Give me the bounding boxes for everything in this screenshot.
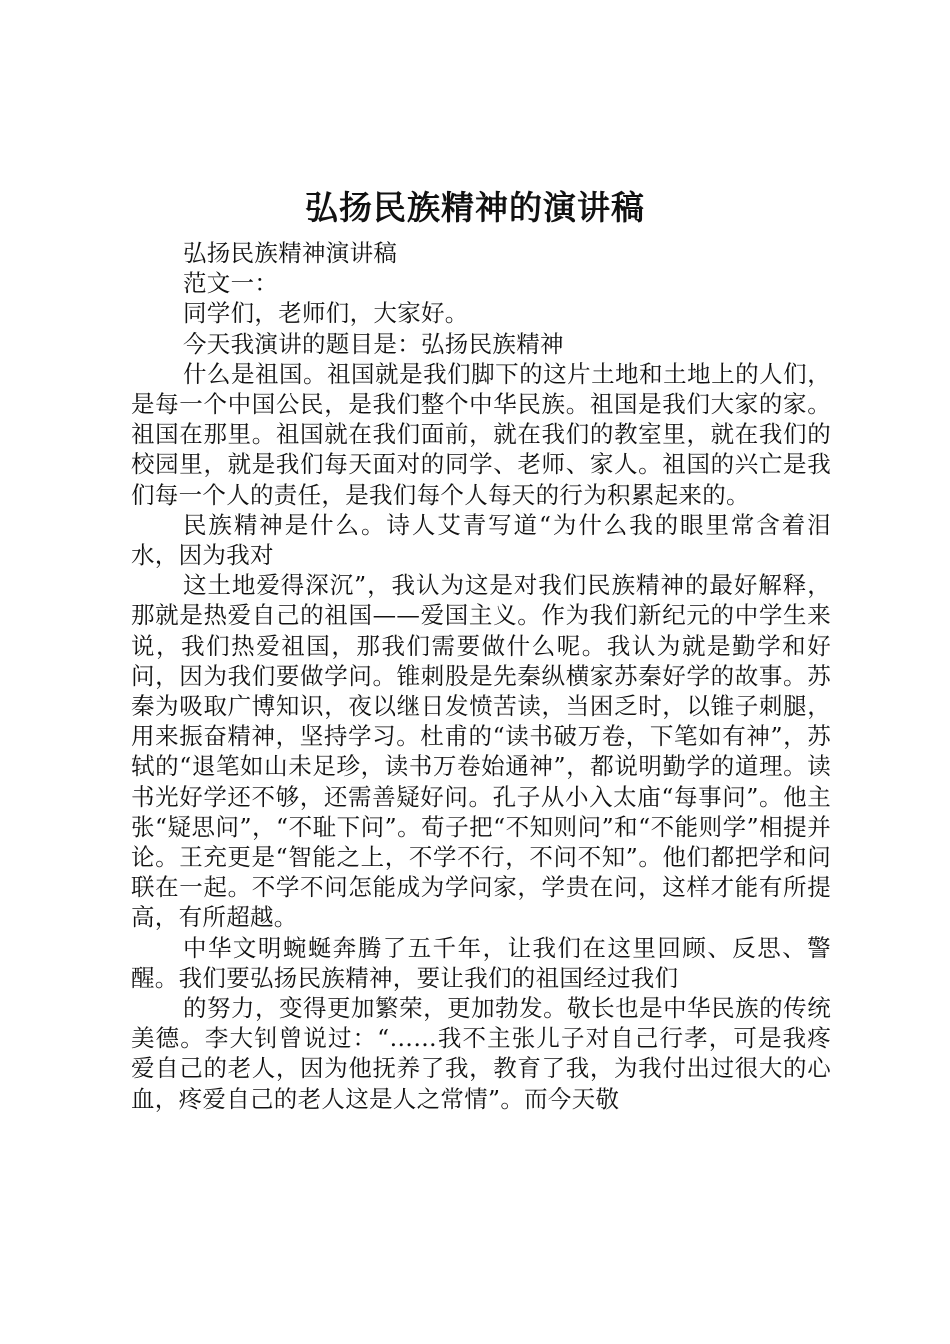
paragraph: 弘扬民族精神演讲稿 [183, 239, 398, 267]
paragraph: 这土地爱得深沉”，我认为这是对我们民族精神的最好解释，那就是热爱自己的祖国——爱国主义。作为我们新纪元的中学生来说，我们热爱祖国，那我们需要做什么呢。我认为就是勤学和好问，因为我们要做学问。锥刺股是先秦纵横家苏秦好学的故事。苏秦为吸取广博知识，夜以继日发愤苦读，当困乏时，以锥子刺腿，用来振奋精神，坚持学习。杜甫的“读书破万卷，下笔如有神”，苏轼的“退笔如山未足珍，读书万卷始通神”，都说明勤学的道理。读书光好学还不够，还需善疑好问。孔子从小入太庙“每事问”。他主张“疑思问”，“不耻下问”。荀子把“不知则问”和“不能则学”相提并论。王充更是“智能之上，不学不行，不问不知”。他们都把学和问联在一起。不学不问怎能成为学问家，学贵在问，这样才能有所提高，有所超越。 [131, 571, 831, 932]
paragraph: 同学们，老师们，大家好。 [183, 299, 469, 328]
paragraph: 中华文明蜿蜒奔腾了五千年，让我们在这里回顾、反思、警醒。我们要弘扬民族精神，要让我们的祖国经过我们 [131, 933, 831, 992]
document-body [131, 238, 831, 1114]
paragraph: 民族精神是什么。诗人艾青写道“为什么我的眼里常含着泪水，因为我对 [131, 510, 831, 570]
paragraph: 今天我演讲的题目是：弘扬民族精神 [183, 329, 564, 358]
paragraph: 什么是祖国。祖国就是我们脚下的这片土地和土地上的人们，是每一个中国公民，是我们整个中华民族。祖国是我们大家的家。祖国在那里。祖国就在我们面前，就在我们的教室里，就在我们的校园里，就是我们每天面对的同学、老师、家人。祖国的兴亡是我们每一个人的责任，是我们每个人每天的行为积累起来的。 [131, 359, 831, 509]
document-title: 弘扬民族精神的演讲稿 [305, 188, 645, 227]
paragraph: 的努力，变得更加繁荣，更加勃发。敬长也是中华民族的传统美德。李大钊曾说过：“……我不主张儿子对自己行孝，可是我疼爱自己的老人，因为他抚养了我，教育了我，为我付出过很大的心血，疼爱自己的老人这是人之常情”。而今天敬 [131, 994, 831, 1113]
paragraph: 范文一： [183, 269, 279, 298]
